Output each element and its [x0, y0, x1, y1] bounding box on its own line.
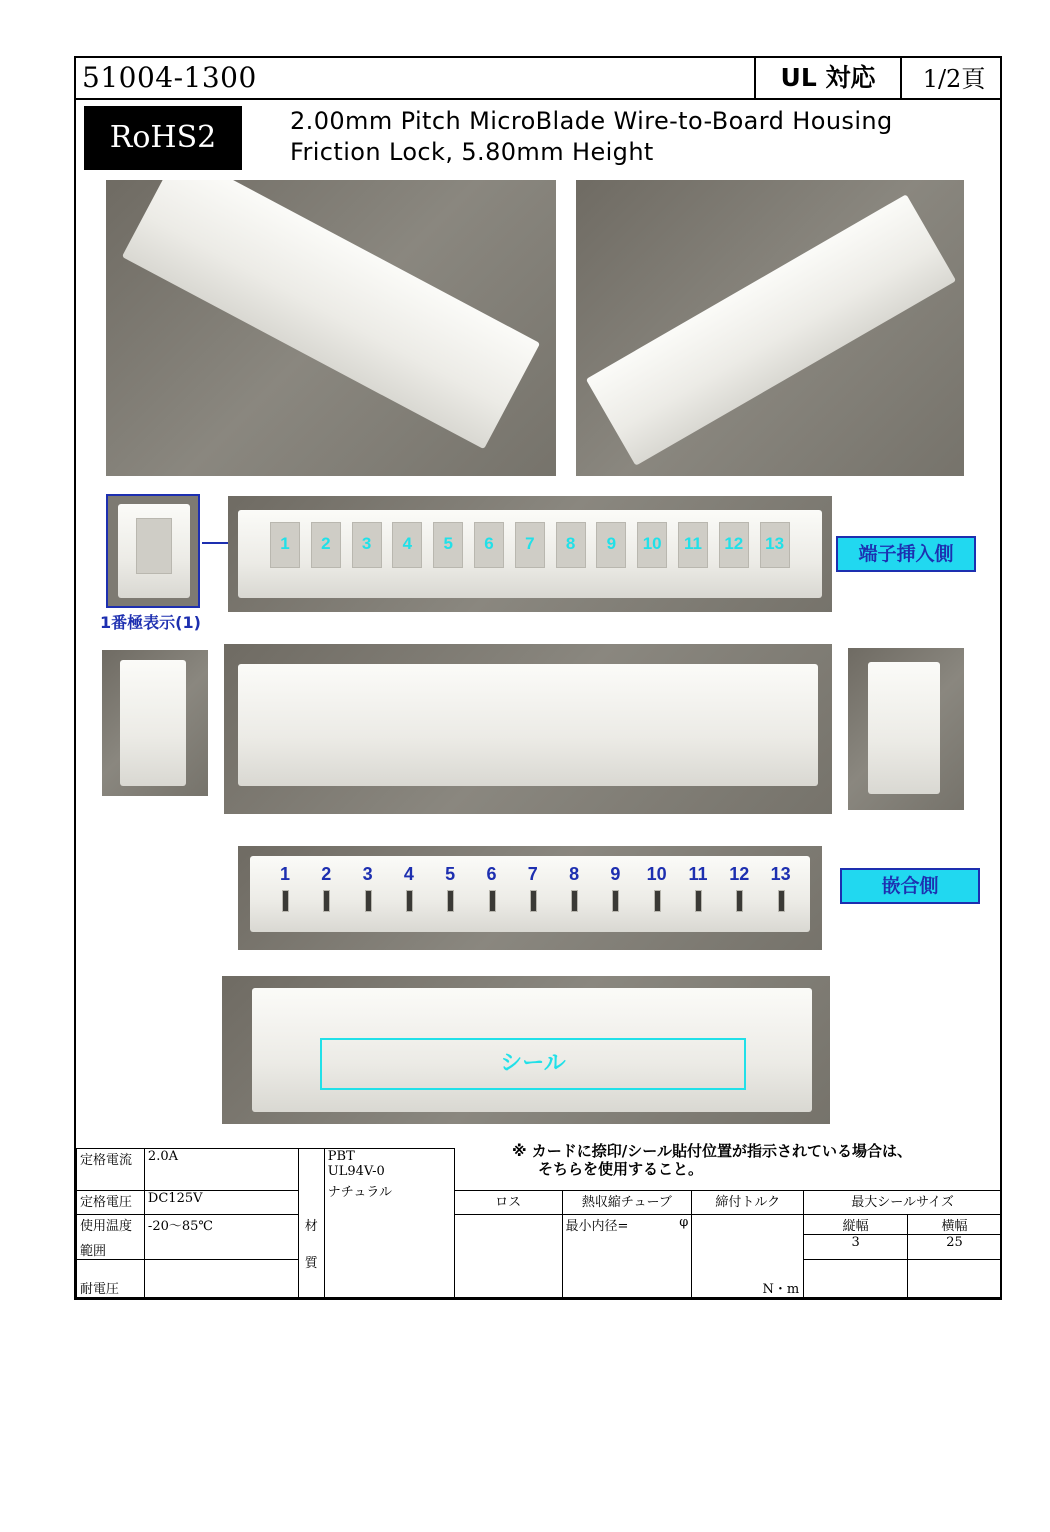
note-line-2: そちらを使用すること。	[538, 1160, 704, 1178]
part-number: 51004-1300	[82, 61, 257, 94]
rated-current-value: 2.0A	[144, 1149, 298, 1191]
mating-contact-hole	[571, 890, 578, 912]
torque-value	[692, 1215, 804, 1298]
mating-contact-hole	[406, 890, 413, 912]
loss-value	[454, 1215, 562, 1298]
mating-pin-label: 3	[362, 864, 373, 884]
spec-table	[76, 1148, 1002, 1298]
ul-badge: UL 対応	[754, 58, 902, 98]
terminal-pin-label: 6	[484, 534, 494, 553]
mating-contact-hole	[736, 890, 743, 912]
mating-pin-label: 5	[445, 864, 456, 884]
material-label-1: 材	[304, 1219, 318, 1234]
pin1-end-view	[118, 504, 190, 598]
terminal-pin-label: 3	[361, 534, 372, 553]
terminal-pin-label: 10	[642, 534, 662, 553]
seal-width-label: 横幅	[941, 1219, 968, 1234]
title-line-1: 2.00mm Pitch MicroBlade Wire-to-Board Housing	[290, 107, 893, 135]
temp-label	[77, 1215, 145, 1260]
mating-contact-hole	[654, 890, 661, 912]
mating-pin-label: 6	[486, 864, 497, 884]
mating-contact-hole	[323, 890, 330, 912]
rated-current-label: 定格電流	[77, 1149, 145, 1191]
mating-contact-hole	[365, 890, 372, 912]
tube-label: 熱収縮チューブ	[562, 1191, 692, 1215]
mating-pin-label: 7	[527, 864, 538, 884]
pin1-detail-frame	[106, 494, 200, 608]
mating-pin-label: 4	[403, 864, 414, 884]
seal-height-cell	[804, 1215, 908, 1260]
temp-label-2: 範囲	[80, 1244, 107, 1259]
mating-pin-label: 1	[279, 864, 290, 884]
seal-width-value: 25	[908, 1234, 1001, 1250]
mating-contact-hole	[447, 890, 454, 912]
terminal-pin-label: 12	[724, 534, 744, 553]
mating-pin-label: 13	[770, 864, 791, 884]
material-values	[324, 1149, 454, 1298]
mating-pin-label: 8	[569, 864, 580, 884]
note-area	[454, 1149, 1001, 1191]
mating-pin-label: 12	[729, 864, 750, 884]
mating-pin-label: 9	[610, 864, 621, 884]
withstand-label	[77, 1260, 145, 1298]
seal-height-label: 縦幅	[842, 1219, 869, 1234]
mating-side-tag: 嵌合側	[840, 868, 980, 904]
mating-contact-hole	[612, 890, 619, 912]
terminal-pin-label: 9	[606, 534, 617, 553]
pin1-cavity	[136, 518, 172, 574]
rohs-badge: RoHS2	[84, 106, 242, 170]
terminal-pin-label: 8	[565, 534, 576, 553]
housing-top	[238, 664, 818, 786]
withstand-value	[144, 1260, 298, 1298]
mating-contact-hole	[489, 890, 496, 912]
housing-side-right	[868, 662, 940, 794]
seal-height-value: 3	[804, 1234, 907, 1250]
note-line-1: ※ カードに捺印/シール貼付位置が指示されている場合は、	[512, 1142, 912, 1160]
temp-label-1: 使用温度	[80, 1219, 133, 1234]
terminal-pin-label: 5	[443, 534, 453, 553]
material-label-2: 質	[304, 1256, 318, 1271]
housing-image	[586, 194, 956, 466]
mating-contact-hole	[695, 890, 702, 912]
tube-value	[562, 1215, 692, 1298]
photo-top-view	[224, 644, 832, 814]
seal-width-cell	[908, 1215, 1002, 1260]
seal-h-blank	[804, 1260, 908, 1298]
mating-pin-label: 2	[321, 864, 332, 884]
torque-unit: N・m	[762, 1282, 800, 1297]
page-number: 1/2頁	[922, 65, 986, 93]
material-3: ナチュラル	[327, 1185, 392, 1200]
pin1-mark-label: 1番極表示(1)	[100, 613, 201, 632]
housing-side-left	[120, 660, 186, 786]
mating-contact-hole	[778, 890, 785, 912]
tube-phi: φ	[679, 1215, 689, 1230]
terminal-pin-label: 1	[280, 534, 290, 553]
title-line-2: Friction Lock, 5.80mm Height	[290, 138, 654, 166]
material-1: PBT	[327, 1149, 355, 1164]
photo-side-right	[848, 648, 964, 810]
rated-voltage-value: DC125V	[144, 1191, 298, 1215]
withstand-label-text: 耐電圧	[80, 1282, 120, 1297]
torque-label: 締付トルク	[692, 1191, 804, 1215]
header-bar	[76, 58, 1000, 100]
material-label-cell	[298, 1149, 324, 1298]
mating-pin-label: 10	[646, 864, 667, 884]
terminal-pin-label: 11	[684, 534, 702, 553]
mating-contact-hole	[530, 890, 537, 912]
material-2: UL94V-0	[327, 1164, 385, 1179]
mating-contact-hole	[282, 890, 289, 912]
seal-size-label: 最大シールサイズ	[804, 1191, 1002, 1215]
terminal-side-tag: 端子挿入側	[836, 536, 976, 572]
photo-side-left	[102, 650, 208, 796]
temp-value: -20～85℃	[144, 1215, 298, 1260]
photo-iso-left	[106, 180, 556, 476]
rated-voltage-label: 定格電圧	[77, 1191, 145, 1215]
housing-image	[122, 180, 540, 449]
tube-min-label: 最小内径=	[565, 1219, 629, 1234]
terminal-pin-label: 2	[321, 534, 331, 553]
photo-iso-right	[576, 180, 964, 476]
terminal-pin-label: 13	[765, 534, 785, 553]
product-title	[290, 106, 893, 168]
seal-area: シール	[320, 1038, 746, 1090]
loss-label: ロス	[454, 1191, 562, 1215]
mating-pin-label: 11	[688, 864, 708, 884]
seal-w-blank	[908, 1260, 1002, 1298]
terminal-pin-label: 7	[525, 534, 535, 553]
terminal-pin-label: 4	[402, 534, 413, 553]
